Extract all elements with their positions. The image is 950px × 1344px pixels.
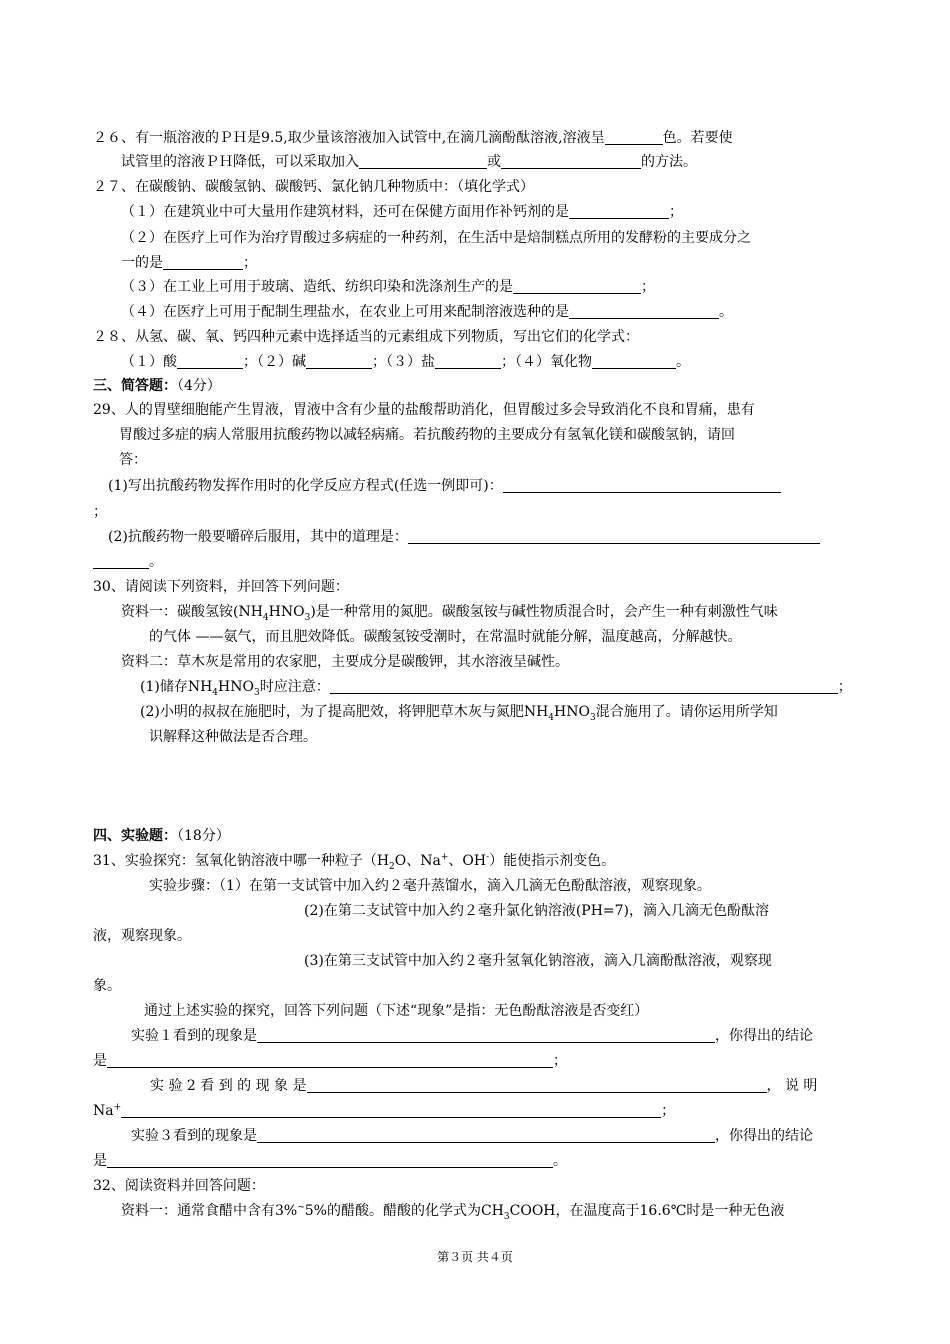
q28-intro: ２８、从氢、碳、氧、钙四种元素中选择适当的元素组成下列物质，写出它们的化学式： xyxy=(93,329,639,345)
q30-material1-cont: 的气体 ——氨气，而且肥效降低。碳酸氢铵受潮时，在常温时就能分解，温度越高，分解越快。 xyxy=(149,629,742,645)
q32-material1 xyxy=(121,1201,784,1221)
q31-e1-text3: 是 xyxy=(93,1053,107,1069)
q30-sub2 xyxy=(140,702,778,722)
page-number: 第３页 共４页 xyxy=(437,1250,513,1264)
q30-s1-sub2: 3 xyxy=(253,687,260,698)
q26-text: ２６、有一瓶溶液的ＰＨ是9.5,取少量该溶液加入试管中,在滴几滴酚酞溶液,溶液呈 xyxy=(93,130,605,146)
q32-m1-sub: 3 xyxy=(503,1211,510,1222)
q31-blank-e2-explain[interactable] xyxy=(121,1103,661,1118)
q27-item3-text: （３）在工业上可用于玻璃、造纸、纺织印染和洗涤剂生产的是 xyxy=(121,279,513,295)
q30-s1-text: (1)储存NH xyxy=(140,679,213,695)
q29-sub2 xyxy=(108,527,820,547)
q31-step2: (2)在第二支试管中加入约２毫升氯化钠溶液(PH=7)，滴入几滴无色酚酞溶 xyxy=(304,903,770,919)
q30-m1-sub2: 3 xyxy=(304,612,311,623)
q31-e2-text3: Na xyxy=(93,1103,114,1119)
q26-text-end: 色。若要使 xyxy=(662,130,733,146)
q31-intro-text3: 、OH xyxy=(448,853,487,869)
q31-exp3 xyxy=(131,1126,813,1146)
q27-item1-end: ； xyxy=(669,204,683,220)
section-4-title: 四、实验题： xyxy=(93,828,177,844)
q27-item3 xyxy=(121,277,655,297)
q27-item2-text: 一的是 xyxy=(121,255,163,271)
q29-line2: 胃酸过多症的病人常服用抗酸药物以减轻病痛。若抗酸药物的主要成分有氢氧化镁和碳酸氢钠，请回 xyxy=(119,427,735,443)
q26-or: 或 xyxy=(487,154,501,170)
q29-blank-1[interactable] xyxy=(503,478,781,493)
q26-blank-2[interactable] xyxy=(501,154,641,169)
q30-s2-sub2: 3 xyxy=(589,712,596,723)
section-3-score: （4分） xyxy=(177,378,221,394)
q30-m1-text2: HNO xyxy=(268,604,305,620)
q30-intro: 30、请阅读下列资料，并回答下列问题： xyxy=(93,579,349,595)
q29-sub1-end: ； xyxy=(93,504,107,520)
q26-text2: 试管里的溶液ＰＨ降低，可以采取加入 xyxy=(121,154,359,170)
q30-s1-sub: 4 xyxy=(212,687,219,698)
q31-e2-text: 实 验 2 看 到 的 现 象 是 xyxy=(150,1078,307,1094)
q30-m1-sub: 4 xyxy=(262,612,269,623)
section-4-score: （18分） xyxy=(177,828,230,844)
q29-sub1 xyxy=(108,476,781,496)
q26-line1 xyxy=(93,128,733,148)
q31-intro xyxy=(93,851,615,871)
q27-item2: （２）在医疗上可作为治疗胃酸过多病症的一种药剂，在生活中是焙制糕点所用的发酵粉的主要成分之 xyxy=(121,230,751,246)
q31-intro-sup: + xyxy=(440,852,449,863)
q30-material2: 资料二：草木灰是常用的农家肥，主要成分是碳酸钾，其水溶液呈碱性。 xyxy=(121,654,569,670)
q29-line3: 答： xyxy=(119,452,147,468)
q30-s2-text: (2)小明的叔叔在施肥时，为了提高肥效，将钾肥草木灰与氮肥NH xyxy=(140,704,549,720)
q31-e3-text: 实验３看到的现象是 xyxy=(131,1128,257,1144)
section-3-heading xyxy=(93,376,221,396)
q26-line2 xyxy=(121,152,697,172)
q27-item4-text: （４）在医疗上可用于配制生理盐水，在农业上可用来配制溶液选种的是 xyxy=(121,304,569,320)
q30-sub1 xyxy=(140,677,852,697)
q31-question-intro: 通过上述实验的探究，回答下列问题（下述“现象”是指：无色酚酞溶液是否变红） xyxy=(144,1003,649,1019)
q31-step3: (3)在第三支试管中加入约２毫升氢氧化钠溶液，滴入几滴酚酞溶液，观察现 xyxy=(304,953,772,969)
q32-m1-text2: 5%的醋酸。醋酸的化学式为CH xyxy=(304,1203,504,1219)
q31-intro-text: 31、实验探究：氢氧化钠溶液中哪一种粒子（H xyxy=(93,853,390,869)
q28-oxide: ；（４）氧化物 xyxy=(501,354,592,370)
q30-s2-text3: 混合施用了。请你运用所学知 xyxy=(595,704,778,720)
q32-m1-text: 资料一：通常食醋中含有3% xyxy=(121,1203,298,1219)
q32-intro: 32、阅读资料并回答问题： xyxy=(93,1178,265,1194)
q28-salt: ；（３）盐 xyxy=(372,354,435,370)
q27-item4 xyxy=(121,302,733,322)
q26-blank-1[interactable] xyxy=(359,154,487,169)
q31-blank-e3-conclusion[interactable] xyxy=(107,1153,553,1168)
q31-intro-text2: O、Na xyxy=(394,853,441,869)
q31-e1-text: 实验１看到的现象是 xyxy=(131,1028,257,1044)
q27-blank-2[interactable] xyxy=(163,255,243,270)
q30-m1-text3: )是一种常用的氮肥。碳酸氢铵与碱性物质混合时，会产生一种有刺激性气味 xyxy=(310,604,778,620)
q29-line1: 29、人的胃壁细胞能产生胃液，胃液中含有少量的盐酸帮助消化，但胃酸过多会导致消化不良和胃痛，患有 xyxy=(93,402,755,418)
q30-s1-end: ； xyxy=(837,679,852,695)
q30-s2-text2: HNO xyxy=(554,704,590,720)
q28-base: ；（２）碱 xyxy=(243,354,306,370)
q31-blank-e1-conclusion[interactable] xyxy=(107,1053,553,1068)
q30-blank-1[interactable] xyxy=(330,679,838,694)
q31-blank-e1-phenomenon[interactable] xyxy=(257,1028,715,1043)
q28-answers xyxy=(121,352,690,372)
q31-e1-text2: ，你得出的结论 xyxy=(715,1028,813,1044)
q31-e3-end: 。 xyxy=(553,1153,567,1169)
q28-end: 。 xyxy=(676,354,690,370)
q31-blank-e3-phenomenon[interactable] xyxy=(257,1128,715,1143)
q27-item2-end: ； xyxy=(243,255,257,271)
q31-e2-sup: + xyxy=(113,1102,122,1113)
q29-sub2-cont xyxy=(93,552,163,572)
q31-step2-cont: 液，观察现象。 xyxy=(93,928,191,944)
q26-blank-color[interactable] xyxy=(605,130,663,145)
q30-s2-sub: 4 xyxy=(548,712,555,723)
q29-blank-2b[interactable] xyxy=(93,554,149,569)
q27-item4-end: 。 xyxy=(719,304,733,320)
q32-m1-text3: COOH，在温度高于16.6℃时是一种无色液 xyxy=(509,1203,785,1219)
q28-blank-acid[interactable] xyxy=(177,354,243,369)
q27-item1-text: （１）在建筑业中可大量用作建筑材料，还可在保健方面用作补钙剂的是 xyxy=(121,204,569,220)
section-3-title: 三、简答题： xyxy=(93,378,177,394)
q27-item3-end: ； xyxy=(641,279,655,295)
q31-e2-text2: ， 说 明 xyxy=(766,1078,818,1094)
q32-m1-sup: ~ xyxy=(297,1202,305,1213)
q31-e3-text3: 是 xyxy=(93,1153,107,1169)
q29-sub2-end: 。 xyxy=(149,554,163,570)
q30-s1-text2: HNO xyxy=(218,679,254,695)
q30-material1 xyxy=(121,602,778,622)
q31-e3-text2: ，你得出的结论 xyxy=(715,1128,813,1144)
q27-item1 xyxy=(121,202,683,222)
q29-sub2-text: (2)抗酸药物一般要嚼碎后服用，其中的道理是： xyxy=(108,529,408,545)
q27-intro: ２７、在碳酸钠、碳酸氢钠、碳酸钙、氯化钠几种物质中：（填化学式） xyxy=(93,179,534,195)
section-4-heading xyxy=(93,826,230,846)
q27-blank-4[interactable] xyxy=(569,304,719,319)
q31-exp1-cont xyxy=(93,1051,567,1071)
q31-exp2-cont xyxy=(93,1101,675,1121)
q31-step3-cont: 象。 xyxy=(93,978,121,994)
q27-blank-3[interactable] xyxy=(513,279,641,294)
q31-exp1 xyxy=(131,1026,813,1046)
q31-e2-end: ； xyxy=(661,1103,676,1119)
q28-blank-oxide[interactable] xyxy=(592,354,676,369)
q27-blank-1[interactable] xyxy=(569,204,669,219)
q28-acid: （１）酸 xyxy=(121,354,177,370)
q29-sub1-text: (1)写出抗酸药物发挥作用时的化学反应方程式(任选一例即可)： xyxy=(108,478,503,494)
q31-step1: 实验步骤：（1）在第一支试管中加入约２毫升蒸馏水，滴入几滴无色酚酞溶液，观察现象。 xyxy=(149,878,711,894)
q29-blank-2[interactable] xyxy=(408,529,820,544)
q31-intro-sub: 2 xyxy=(389,861,395,872)
q31-exp3-cont xyxy=(93,1151,567,1171)
q27-item2-cont xyxy=(121,253,257,273)
q30-sub2-cont: 识解释这种做法是否合理。 xyxy=(149,729,317,745)
q28-blank-salt[interactable] xyxy=(435,354,501,369)
q31-intro-sup2: - xyxy=(486,852,490,863)
q31-exp2 xyxy=(150,1076,817,1096)
q31-intro-text4: ）能使指示剂变色。 xyxy=(489,853,616,869)
q30-m1-text: 资料一：碳酸氢铵(NH xyxy=(121,604,263,620)
q30-s1-text3: 时应注意： xyxy=(259,679,330,695)
q26-text3: 的方法。 xyxy=(641,154,697,170)
q28-blank-base[interactable] xyxy=(306,354,372,369)
q31-e1-end: ； xyxy=(553,1053,567,1069)
q31-blank-e2-phenomenon[interactable] xyxy=(307,1078,767,1093)
